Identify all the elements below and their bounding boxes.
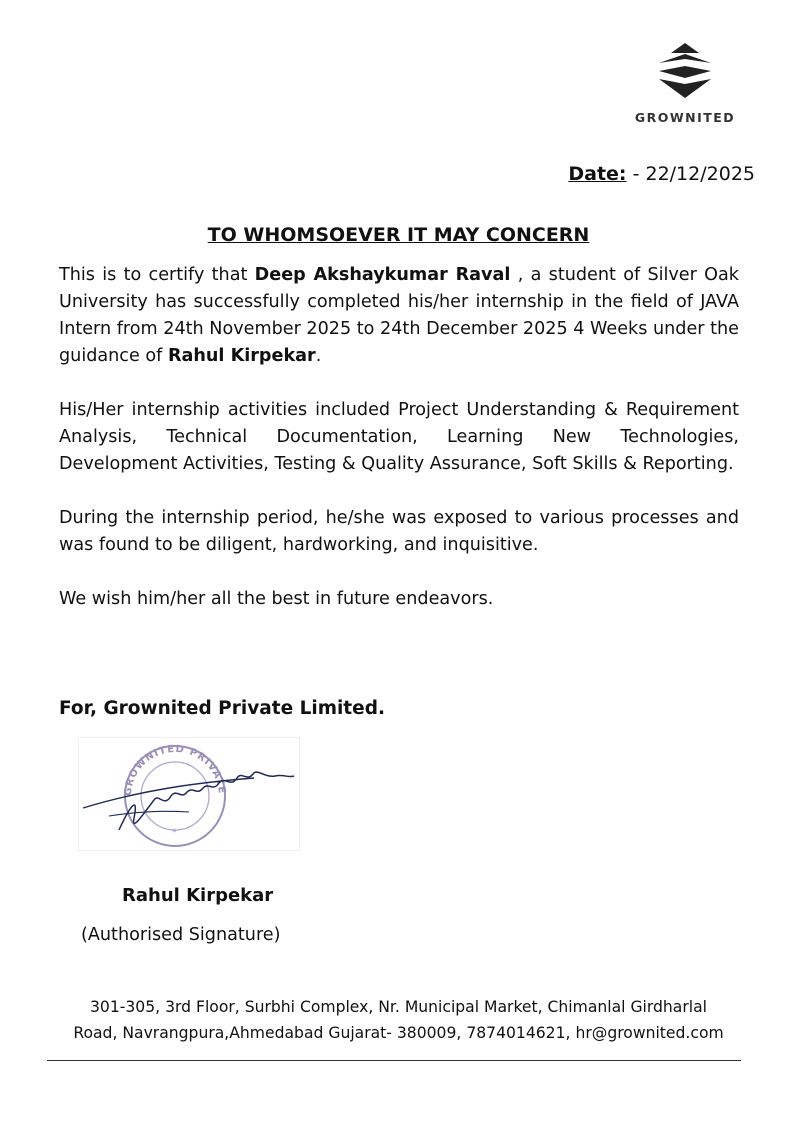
company-logo bbox=[620, 40, 750, 125]
date-label: Date: bbox=[568, 163, 627, 185]
signatory-role: (Authorised Signature) bbox=[81, 925, 281, 945]
letter-body bbox=[59, 262, 739, 640]
signature-stamp-image bbox=[78, 737, 300, 851]
svg-text:*: * bbox=[172, 828, 177, 838]
footer-line-1: 301-305, 3rd Floor, Surbhi Complex, Nr. Municipal Market, Chimanlal Girdharlal bbox=[90, 998, 707, 1016]
para1-text-end: . bbox=[315, 346, 322, 366]
date-value: - 22/12/2025 bbox=[626, 163, 755, 185]
svg-text:GROWNITED PRIVATE LIMITED bbox=[79, 738, 227, 796]
para1-text-middle: , a student of Silver Oak University has successfully completed his/her internship in the field of JAVA Intern from 24th November 2025 to 24th December 2025 4 Weeks under the guidance of bbox=[59, 265, 739, 366]
para1-text-start: This is to certify that bbox=[59, 265, 255, 285]
logo-wordmark: GROWNITED bbox=[634, 110, 736, 125]
letter-heading: TO WHOMSOEVER IT MAY CONCERN bbox=[207, 224, 590, 246]
activities-paragraph: His/Her internship activities included Project Understanding & Requirement Analysis, Technical Documentation, Learning New Technologies, Development Activities, Testing & Quality Assurance, Soft Skills & Reporting. bbox=[59, 400, 739, 474]
mentor-name: Rahul Kirpekar bbox=[167, 346, 316, 366]
company-signoff: For, Grownited Private Limited. bbox=[59, 698, 385, 719]
footer-divider bbox=[47, 1060, 741, 1061]
wishes-paragraph: We wish him/her all the best in future endeavors. bbox=[59, 589, 494, 609]
grownited-logo-icon bbox=[654, 40, 716, 102]
date-line bbox=[568, 163, 755, 185]
student-name: Deep Akshaykumar Raval bbox=[254, 265, 511, 285]
signatory-name: Rahul Kirpekar bbox=[122, 885, 274, 906]
footer-line-2: Road, Navrangpura,Ahmedabad Gujarat- 380009, 7874014621, hr@grownited.com bbox=[73, 1024, 724, 1042]
stamp-ring-text: GROWNITED PRIVATE bbox=[122, 743, 228, 797]
footer-address bbox=[0, 994, 797, 1046]
stamp-signature-graphic bbox=[79, 738, 299, 850]
evaluation-paragraph: During the internship period, he/she was exposed to various processes and was found to be diligent, hardworking, and inquisitive. bbox=[59, 508, 739, 555]
certification-paragraph bbox=[59, 262, 739, 370]
